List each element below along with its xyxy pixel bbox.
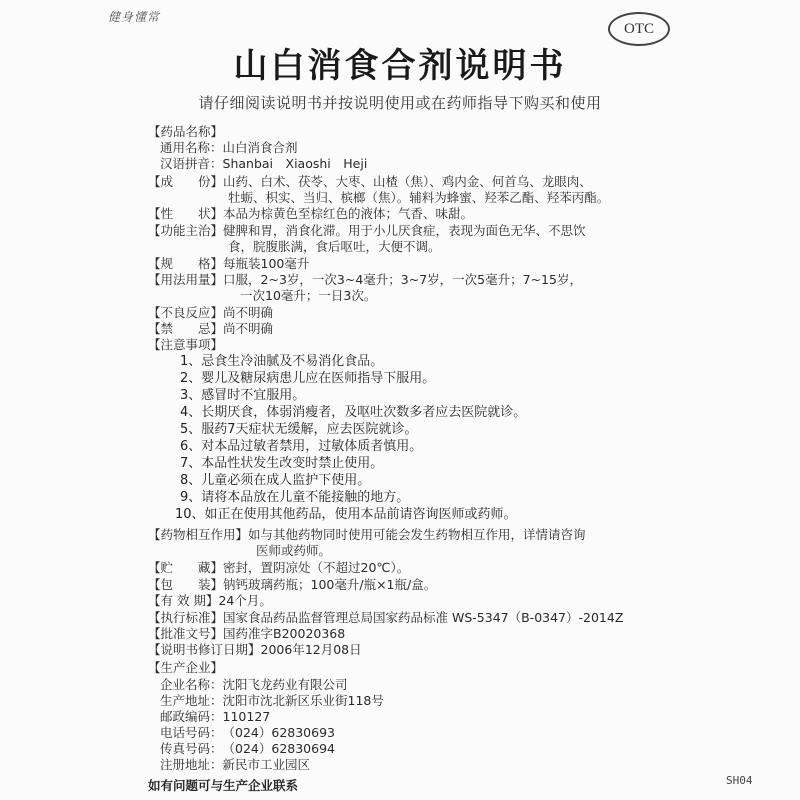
- interactions-label: 【药物相互作用】: [148, 527, 249, 542]
- precaution-item-3: 3、感冒时不宜服用。: [180, 388, 306, 403]
- precautions-header: [148, 337, 223, 353]
- precaution-item-10: 10、如正在使用其他药品，使用本品前请咨询医师或药师。: [175, 507, 517, 522]
- drug-name-label: 【药品名称】: [148, 124, 224, 139]
- standard-row: [148, 610, 623, 626]
- indications-label: 【功能主治】: [148, 223, 224, 238]
- indications-row: [148, 223, 586, 239]
- company-row: [160, 677, 348, 693]
- interactions-line-2: 医师或药师。: [256, 543, 332, 558]
- precaution-item-9: 9、请将本品放在儿童不能接触的地方。: [180, 490, 410, 505]
- dosage-line-1: 口服，2~3岁，一次3~4毫升；3~7岁，一次5毫升；7~15岁，: [223, 272, 582, 287]
- packaging-row: [148, 577, 436, 593]
- company-value: 沈阳飞龙药业有限公司: [222, 677, 348, 692]
- precaution-item-5: 5、服药7天症状无缓解，应去医院就诊。: [180, 422, 418, 437]
- precaution-item-2: 2、婴儿及糖尿病患儿应在医师指导下服用。: [180, 371, 436, 386]
- specification-label: 【规 格】: [148, 256, 224, 271]
- precaution-item-4: 4、长期厌食，体弱消瘦者，及呕吐次数多者应去医院就诊。: [180, 405, 527, 420]
- address-value: 沈阳市沈北新区乐业街118号: [222, 693, 384, 708]
- phone-row: [160, 725, 335, 741]
- storage-value: 密封，置阴凉处（不超过20℃）。: [223, 560, 410, 575]
- ingredients-line-2: 牡蛎、枳实、当归、槟榔（焦）。辅料为蜂蜜、羟苯乙酯、羟苯丙酯。: [228, 190, 610, 205]
- specification-row: [148, 256, 309, 272]
- interactions-line-1: 如与其他药物同时使用可能会发生药物相互作用，详情请咨询: [248, 527, 586, 542]
- postcode-row: [160, 709, 270, 725]
- standard-value: 国家食品药品监督管理总局国家药品标准 WS-5347（B-0347）-2014Z: [223, 610, 624, 625]
- properties-value: 本品为棕黄色至棕红色的液体；气香、味甜。: [223, 206, 474, 221]
- storage-label: 【贮 藏】: [148, 560, 224, 575]
- reg-address-row: [160, 757, 310, 773]
- contraindications-row: [148, 321, 273, 337]
- specification-value: 每瓶装100毫升: [223, 256, 310, 271]
- packaging-label: 【包 装】: [148, 577, 224, 592]
- otc-badge: OTC: [608, 12, 670, 46]
- fax-row: [160, 741, 335, 757]
- common-name-label: 通用名称：: [160, 140, 223, 155]
- phone-value: （024）62830693: [222, 725, 335, 740]
- properties-label: 【性 状】: [148, 206, 224, 221]
- properties-row: [148, 206, 473, 222]
- postcode-label: 邮政编码：: [160, 709, 223, 724]
- validity-value: 24个月。: [218, 593, 272, 608]
- manufacturer-label: 【生产企业】: [148, 660, 224, 675]
- precautions-label: 【注意事项】: [148, 337, 224, 352]
- fax-label: 传真号码：: [160, 741, 223, 756]
- adverse-value: 尚不明确: [223, 305, 274, 320]
- revision-row: [148, 642, 362, 658]
- pinyin-label: 汉语拼音：: [160, 156, 223, 171]
- dosage-label: 【用法用量】: [148, 272, 224, 287]
- fax-value: （024）62830694: [222, 741, 335, 756]
- revision-value: 2006年12月08日: [260, 642, 362, 657]
- pinyin-value: Shanbai Xiaoshi Heji: [222, 156, 368, 171]
- precaution-item-6: 6、对本品过敏者禁用，过敏体质者慎用。: [180, 439, 423, 454]
- document-code: SH04: [726, 774, 753, 787]
- common-name-row: [160, 140, 298, 156]
- approval-label: 【批准文号】: [148, 626, 224, 641]
- page-title: 山白消食合剂说明书: [233, 46, 567, 86]
- reg-address-label: 注册地址：: [160, 757, 223, 772]
- precaution-item-1: 1、忌食生冷油腻及不易消化食品。: [180, 354, 384, 369]
- address-label: 生产地址：: [160, 693, 223, 708]
- validity-row: [148, 593, 272, 609]
- company-label: 企业名称：: [160, 677, 223, 692]
- manufacturer-header: [148, 660, 223, 676]
- contraindications-label: 【禁 忌】: [148, 321, 224, 336]
- page-subtitle: 请仔细阅读说明书并按说明使用或在药师指导下购买和使用: [198, 94, 602, 112]
- section-drug-name: [148, 124, 223, 140]
- indications-line-1: 健脾和胃，消食化滞。用于小儿厌食症，表现为面色无华、不思饮: [223, 223, 586, 238]
- adverse-label: 【不良反应】: [148, 305, 224, 320]
- standard-label: 【执行标准】: [148, 610, 224, 625]
- postcode-value: 110127: [222, 709, 271, 724]
- storage-row: [148, 560, 409, 576]
- phone-label: 电话号码：: [160, 725, 223, 740]
- ingredients-label: 【成 份】: [148, 174, 224, 189]
- interactions-row: [148, 527, 586, 543]
- precaution-item-7: 7、本品性状发生改变时禁止使用。: [180, 456, 384, 471]
- indications-line-2: 食，脘腹胀满，食后呕吐，大便不调。: [228, 239, 441, 254]
- reg-address-value: 新民市工业园区: [222, 757, 311, 772]
- address-row: [160, 693, 384, 709]
- packaging-value: 钠钙玻璃药瓶；100毫升/瓶×1瓶/盒。: [223, 577, 437, 592]
- ingredients-row: [148, 174, 592, 190]
- validity-label: 【有 效 期】: [148, 593, 219, 608]
- revision-label: 【说明书修订日期】: [148, 642, 261, 657]
- dosage-line-2: 一次10毫升；一日3次。: [240, 288, 377, 303]
- ingredients-line-1: 山药、白术、茯苓、大枣、山楂（焦）、鸡内金、何首乌、龙眼肉、: [223, 174, 592, 189]
- contact-note: 如有问题可与生产企业联系: [148, 778, 299, 793]
- precaution-item-8: 8、儿童必须在成人监护下使用。: [180, 473, 371, 488]
- common-name-value: 山白消食合剂: [222, 140, 298, 155]
- contraindications-value: 尚不明确: [223, 321, 274, 336]
- dosage-row: [148, 272, 582, 288]
- adverse-row: [148, 305, 273, 321]
- signature-logo: 健身懂常: [108, 10, 161, 24]
- approval-row: [148, 626, 345, 642]
- pinyin-row: [160, 156, 367, 172]
- approval-value: 国药准字B20020368: [223, 626, 346, 641]
